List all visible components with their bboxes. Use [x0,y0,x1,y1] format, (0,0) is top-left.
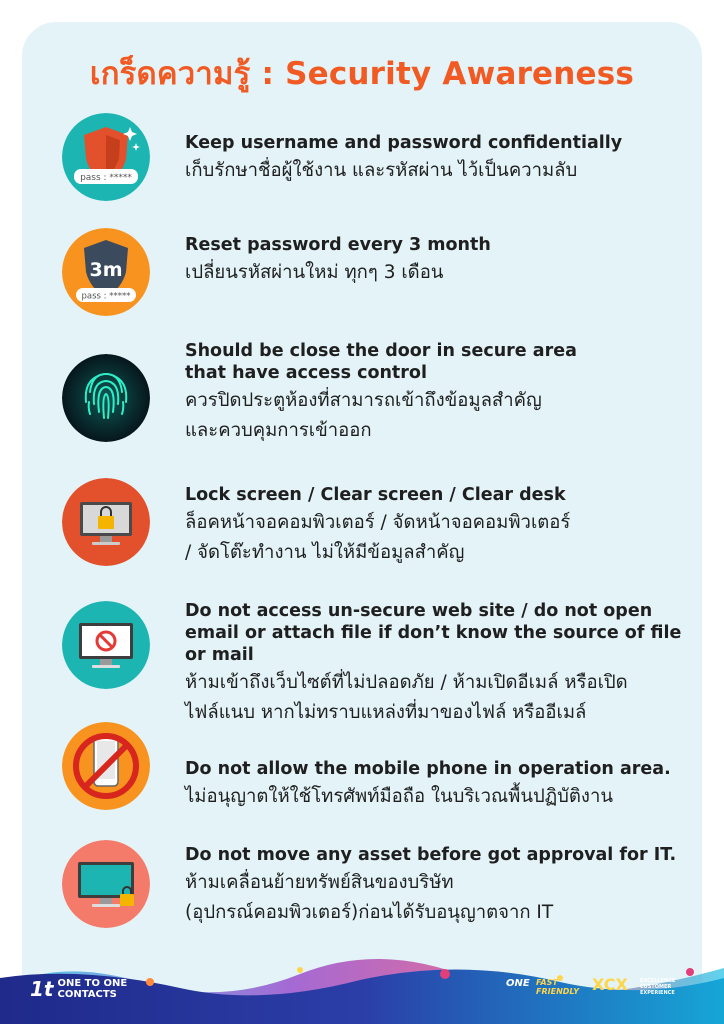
tip-en-1: Keep username and password confidentially [185,133,623,153]
page-title: เกร็ดความรู้ : Security Awareness [89,56,635,92]
tip-en-7: Do not move any asset before got approval for IT. [185,845,677,865]
tip-th-2: เปลี่ยนรหัสผ่านใหม่ ทุกๆ 3 เดือน [185,262,444,283]
tip-en-5: Do not access un-secure web site / do not open email or attach file if don’t know the source of file or mail [185,601,682,665]
one-to-one-logo [30,978,127,1000]
shield-password-icon [62,113,150,201]
shield-text: 3m [89,259,123,281]
badge-text: pass : ***** [81,291,131,302]
brand-line-1: ONE TO ONE [57,978,128,989]
badge-text: pass : ***** [80,173,132,183]
logo-fast-friendly: FAST FRIENDLY [536,978,580,996]
tip-en-3: Should be close the door in secure area that have access control [185,341,577,383]
logo-xcx-subtitle: EXCELLENCE CUSTOMER EXPERIENCE [640,978,676,996]
blocked-monitor-icon [62,601,150,689]
tip-th-7: ห้ามเคลื่อนย้ายทรัพย์สินของบริษัท (อุปกรณ์คอมพิวเตอร์)ก่อนได้รับอนุญาตจาก IT [185,872,554,923]
brand-line-2: CONTACTS [57,989,117,1000]
tip-th-6: ไม่อนุญาตให้ใช้โทรศัพท์มือถือ ในบริเวณพื้นปฏิบัติงาน [185,786,614,807]
brand-mark: 1t [30,977,54,1001]
shield-3m-icon [62,228,150,316]
tip-th-1: เก็บรักษาชื่อผู้ใช้งาน และรหัสผ่าน ไว้เป็นความลับ [185,160,578,181]
tip-en-4: Lock screen / Clear screen / Clear desk [185,485,566,505]
logo-xcx: XCX [592,975,628,994]
tip-th-5: ห้ามเข้าถึงเว็บไซต์ที่ไม่ปลอดภัย / ห้ามเปิดอีเมล์ หรือเปิด ไฟล์แนบ หากไม่ทราบแหล่งที่มาของไฟล์ หรืออีเมล์ [185,672,628,723]
monitor-lock-icon [62,840,150,928]
tip-en-6: Do not allow the mobile phone in operation area. [185,759,671,779]
tip-th-4: ล็อคหน้าจอคอมพิวเตอร์ / จัดหน้าจอคอมพิวเตอร์ / จัดโต๊ะทำงาน ไม่ให้มีข้อมูลสำคัญ [185,512,571,563]
no-phone-icon [62,722,150,810]
locked-monitor-icon [62,478,150,566]
tip-en-2: Reset password every 3 month [185,235,491,255]
logo-one: ONE [506,978,530,989]
tip-th-3: ควรปิดประตูห้องที่สามารถเข้าถึงข้อมูลสำคัญ และควบคุมการเข้าออก [185,390,542,441]
fingerprint-icon [62,354,150,442]
